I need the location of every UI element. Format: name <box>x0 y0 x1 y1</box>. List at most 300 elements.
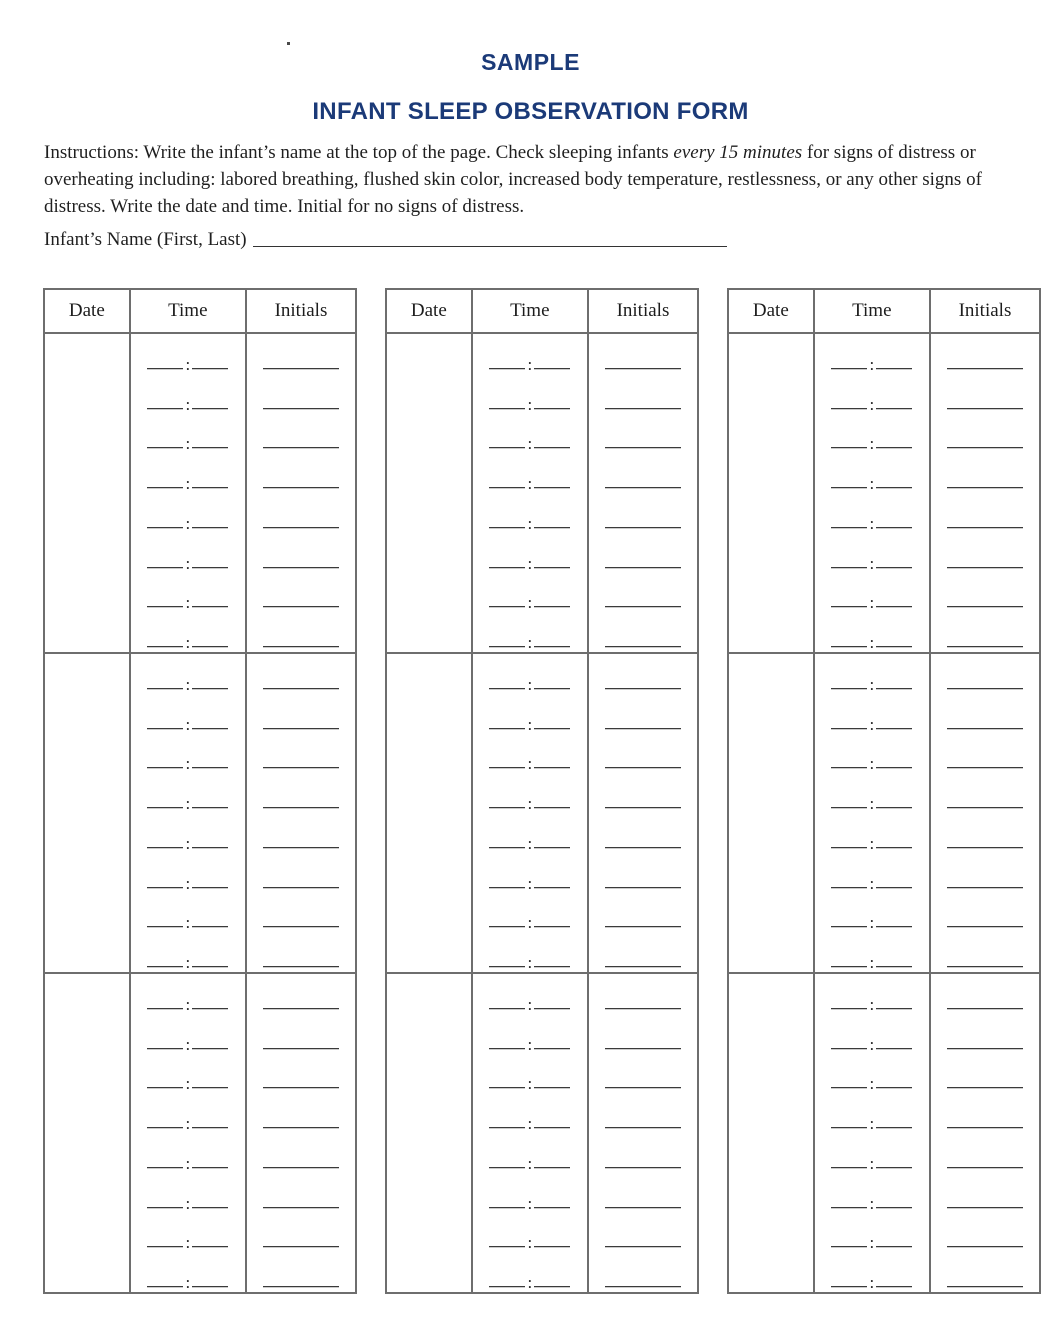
table-header-row <box>387 290 697 334</box>
initials-column-cell <box>587 334 697 652</box>
time-colon-separator: : <box>869 674 875 694</box>
initials-entry-row <box>247 773 355 813</box>
column-header-date: Date <box>410 300 447 321</box>
time-colon-separator: : <box>527 1233 533 1253</box>
time-column-cell <box>813 974 929 1292</box>
date-write-in-cell <box>45 654 129 972</box>
initials-blank-line <box>263 567 339 568</box>
time-colon-separator: : <box>527 1193 533 1213</box>
time-minute-blank-line <box>876 887 912 888</box>
time-hour-blank-line <box>831 807 867 808</box>
time-hour-blank-line <box>489 1048 525 1049</box>
time-minute-blank-line <box>876 847 912 848</box>
initials-entry-row <box>931 1213 1039 1253</box>
time-colon-separator: : <box>869 394 875 414</box>
initials-blank-line <box>947 1207 1023 1208</box>
time-colon-separator: : <box>527 513 533 533</box>
time-entry-row <box>131 1054 245 1094</box>
initials-column-cell <box>587 974 697 1292</box>
time-colon-separator: : <box>185 633 191 652</box>
time-entry-row <box>131 734 245 774</box>
time-hour-blank-line <box>147 646 183 647</box>
table-header-row <box>45 290 355 334</box>
time-minute-blank-line <box>876 1127 912 1128</box>
date-write-in-cell <box>729 334 813 652</box>
time-colon-separator: : <box>185 1034 191 1054</box>
time-entry-row <box>815 654 929 694</box>
initials-entry-row <box>931 932 1039 972</box>
time-entry-row <box>131 1093 245 1133</box>
time-colon-separator: : <box>869 994 875 1014</box>
time-minute-blank-line <box>192 728 228 729</box>
time-colon-separator: : <box>185 1233 191 1253</box>
initials-blank-line <box>263 807 339 808</box>
observation-tables-row <box>43 288 1061 1294</box>
time-minute-blank-line <box>534 447 570 448</box>
initials-blank-line <box>605 447 681 448</box>
time-minute-blank-line <box>876 807 912 808</box>
instructions-emphasis: every 15 minutes <box>673 142 803 163</box>
initials-column-cell <box>245 334 355 652</box>
time-colon-separator: : <box>869 553 875 573</box>
time-hour-blank-line <box>147 1207 183 1208</box>
column-header-initials: Initials <box>245 290 355 332</box>
initials-blank-line <box>263 887 339 888</box>
time-hour-blank-line <box>489 646 525 647</box>
time-colon-separator: : <box>527 593 533 613</box>
time-hour-blank-line <box>147 1167 183 1168</box>
date-section-3 <box>45 972 355 1292</box>
time-hour-blank-line <box>489 1127 525 1128</box>
time-minute-blank-line <box>192 1127 228 1128</box>
time-minute-blank-line <box>192 807 228 808</box>
time-minute-blank-line <box>534 487 570 488</box>
time-hour-blank-line <box>147 1087 183 1088</box>
time-hour-blank-line <box>147 926 183 927</box>
initials-entry-row <box>931 1093 1039 1133</box>
time-hour-blank-line <box>147 527 183 528</box>
initials-blank-line <box>947 368 1023 369</box>
initials-blank-line <box>263 368 339 369</box>
initials-column-cell <box>245 974 355 1292</box>
column-header-initials: Initials <box>587 290 697 332</box>
time-hour-blank-line <box>831 887 867 888</box>
time-minute-blank-line <box>876 1286 912 1287</box>
time-colon-separator: : <box>185 553 191 573</box>
time-hour-blank-line <box>831 688 867 689</box>
initials-blank-line <box>947 887 1023 888</box>
time-colon-separator: : <box>869 513 875 533</box>
initials-entry-row <box>247 974 355 1014</box>
time-minute-blank-line <box>534 807 570 808</box>
time-minute-blank-line <box>876 728 912 729</box>
time-colon-separator: : <box>185 913 191 933</box>
time-colon-separator: : <box>527 1074 533 1094</box>
time-entry-row <box>815 932 929 972</box>
initials-blank-line <box>263 688 339 689</box>
time-entry-row <box>815 853 929 893</box>
time-hour-blank-line <box>831 408 867 409</box>
time-hour-blank-line <box>489 767 525 768</box>
time-minute-blank-line <box>876 767 912 768</box>
time-minute-blank-line <box>534 1286 570 1287</box>
time-minute-blank-line <box>876 646 912 647</box>
initials-blank-line <box>947 807 1023 808</box>
time-hour-blank-line <box>489 728 525 729</box>
time-hour-blank-line <box>831 767 867 768</box>
time-minute-blank-line <box>876 1087 912 1088</box>
time-minute-blank-line <box>192 487 228 488</box>
time-colon-separator: : <box>527 553 533 573</box>
time-hour-blank-line <box>147 567 183 568</box>
initials-entry-row <box>247 654 355 694</box>
time-minute-blank-line <box>192 688 228 689</box>
initials-blank-line <box>263 408 339 409</box>
initials-blank-line <box>947 1087 1023 1088</box>
time-minute-blank-line <box>534 728 570 729</box>
initials-blank-line <box>947 767 1023 768</box>
time-hour-blank-line <box>831 527 867 528</box>
initials-entry-row <box>931 573 1039 613</box>
time-colon-separator: : <box>185 513 191 533</box>
time-entry-row <box>815 1173 929 1213</box>
initials-entry-row <box>931 654 1039 694</box>
time-entry-row <box>131 1213 245 1253</box>
date-write-in-cell <box>45 974 129 1292</box>
time-entry-row <box>131 493 245 533</box>
date-section-2 <box>729 652 1039 972</box>
time-colon-separator: : <box>185 593 191 613</box>
initials-entry-row <box>589 414 697 454</box>
initials-blank-line <box>605 527 681 528</box>
time-entry-row <box>815 453 929 493</box>
time-entry-row <box>473 1173 587 1213</box>
time-hour-blank-line <box>489 807 525 808</box>
time-minute-blank-line <box>192 926 228 927</box>
initials-entry-row <box>247 573 355 613</box>
time-minute-blank-line <box>534 1127 570 1128</box>
time-entry-row <box>473 1054 587 1094</box>
initials-entry-row <box>247 334 355 374</box>
time-colon-separator: : <box>527 714 533 734</box>
time-colon-separator: : <box>185 873 191 893</box>
time-entry-row <box>131 932 245 972</box>
time-hour-blank-line <box>147 368 183 369</box>
time-colon-separator: : <box>527 953 533 972</box>
time-colon-separator: : <box>185 434 191 454</box>
time-entry-row <box>815 694 929 734</box>
time-minute-blank-line <box>534 368 570 369</box>
time-colon-separator: : <box>185 1153 191 1173</box>
time-minute-blank-line <box>534 1087 570 1088</box>
time-colon-separator: : <box>527 354 533 374</box>
time-minute-blank-line <box>534 847 570 848</box>
initials-entry-row <box>931 533 1039 573</box>
initials-entry-row <box>931 1014 1039 1054</box>
initials-blank-line <box>263 966 339 967</box>
time-colon-separator: : <box>527 674 533 694</box>
time-entry-row <box>815 612 929 652</box>
initials-blank-line <box>947 567 1023 568</box>
time-colon-separator: : <box>869 1114 875 1133</box>
initials-entry-row <box>589 1093 697 1133</box>
initials-entry-row <box>931 893 1039 933</box>
time-minute-blank-line <box>876 606 912 607</box>
time-entry-row <box>815 493 929 533</box>
time-hour-blank-line <box>831 847 867 848</box>
time-colon-separator: : <box>527 913 533 933</box>
time-minute-blank-line <box>876 567 912 568</box>
time-entry-row <box>473 453 587 493</box>
time-column-cell <box>471 974 587 1292</box>
initials-blank-line <box>263 606 339 607</box>
initials-entry-row <box>589 1252 697 1292</box>
initials-blank-line <box>605 1167 681 1168</box>
time-minute-blank-line <box>192 368 228 369</box>
observation-table-1 <box>43 288 357 1294</box>
time-minute-blank-line <box>192 527 228 528</box>
time-hour-blank-line <box>489 527 525 528</box>
initials-entry-row <box>589 893 697 933</box>
initials-blank-line <box>605 1127 681 1128</box>
time-entry-row <box>473 1093 587 1133</box>
initials-entry-row <box>247 1213 355 1253</box>
initials-entry-row <box>247 893 355 933</box>
time-colon-separator: : <box>869 593 875 613</box>
time-hour-blank-line <box>831 646 867 647</box>
initials-entry-row <box>589 612 697 652</box>
initials-entry-row <box>247 813 355 853</box>
initials-blank-line <box>947 408 1023 409</box>
time-column-cell <box>129 334 245 652</box>
infant-name-label: Infant’s Name (First, Last) <box>44 229 247 250</box>
initials-blank-line <box>605 926 681 927</box>
observation-table-3 <box>727 288 1041 1294</box>
time-minute-blank-line <box>192 767 228 768</box>
initials-entry-row <box>589 493 697 533</box>
initials-entry-row <box>589 533 697 573</box>
table-header-row <box>729 290 1039 334</box>
initials-blank-line <box>263 1087 339 1088</box>
time-colon-separator: : <box>185 754 191 774</box>
time-hour-blank-line <box>147 887 183 888</box>
time-colon-separator: : <box>869 833 875 853</box>
time-hour-blank-line <box>489 567 525 568</box>
time-hour-blank-line <box>489 966 525 967</box>
time-hour-blank-line <box>489 1246 525 1247</box>
initials-blank-line <box>947 1246 1023 1247</box>
time-colon-separator: : <box>527 833 533 853</box>
time-entry-row <box>131 974 245 1014</box>
column-header-date: Date <box>68 300 105 321</box>
initials-blank-line <box>263 527 339 528</box>
initials-blank-line <box>947 926 1023 927</box>
time-minute-blank-line <box>534 1246 570 1247</box>
time-minute-blank-line <box>534 527 570 528</box>
initials-entry-row <box>589 932 697 972</box>
time-colon-separator: : <box>185 1074 191 1094</box>
time-entry-row <box>815 573 929 613</box>
time-minute-blank-line <box>534 767 570 768</box>
initials-blank-line <box>947 1127 1023 1128</box>
time-entry-row <box>473 654 587 694</box>
initials-entry-row <box>931 694 1039 734</box>
initials-blank-line <box>263 1286 339 1287</box>
time-entry-row <box>815 773 929 813</box>
time-entry-row <box>473 414 587 454</box>
initials-entry-row <box>589 1173 697 1213</box>
time-colon-separator: : <box>185 394 191 414</box>
initials-entry-row <box>247 493 355 533</box>
time-colon-separator: : <box>869 714 875 734</box>
time-entry-row <box>131 414 245 454</box>
time-colon-separator: : <box>869 633 875 652</box>
time-entry-row <box>473 1252 587 1292</box>
initials-blank-line <box>605 887 681 888</box>
initials-entry-row <box>589 974 697 1014</box>
time-minute-blank-line <box>534 887 570 888</box>
time-colon-separator: : <box>527 434 533 454</box>
time-minute-blank-line <box>876 1207 912 1208</box>
time-colon-separator: : <box>869 1193 875 1213</box>
initials-entry-row <box>931 1252 1039 1292</box>
date-section-2 <box>387 652 697 972</box>
time-entry-row <box>473 334 587 374</box>
time-hour-blank-line <box>489 1286 525 1287</box>
time-colon-separator: : <box>869 1233 875 1253</box>
initials-blank-line <box>947 728 1023 729</box>
date-write-in-cell <box>387 334 471 652</box>
time-colon-separator: : <box>869 794 875 813</box>
initials-blank-line <box>605 646 681 647</box>
initials-blank-line <box>605 567 681 568</box>
time-minute-blank-line <box>534 688 570 689</box>
column-header-time: Time <box>471 290 587 332</box>
time-hour-blank-line <box>489 408 525 409</box>
time-colon-separator: : <box>527 1034 533 1054</box>
time-hour-blank-line <box>831 728 867 729</box>
initials-blank-line <box>605 1286 681 1287</box>
column-header-date: Date <box>752 300 789 321</box>
initials-blank-line <box>947 606 1023 607</box>
initials-entry-row <box>931 853 1039 893</box>
initials-entry-row <box>931 414 1039 454</box>
time-entry-row <box>815 734 929 774</box>
initials-entry-row <box>589 1014 697 1054</box>
time-hour-blank-line <box>147 1008 183 1009</box>
time-hour-blank-line <box>831 487 867 488</box>
time-minute-blank-line <box>192 408 228 409</box>
time-colon-separator: : <box>527 1153 533 1173</box>
time-entry-row <box>473 612 587 652</box>
time-hour-blank-line <box>147 447 183 448</box>
date-section-2 <box>45 652 355 972</box>
initials-entry-row <box>589 813 697 853</box>
time-minute-blank-line <box>192 966 228 967</box>
time-colon-separator: : <box>869 354 875 374</box>
initials-blank-line <box>605 1008 681 1009</box>
initials-entry-row <box>931 493 1039 533</box>
initials-entry-row <box>589 654 697 694</box>
time-colon-separator: : <box>185 794 191 813</box>
initials-blank-line <box>605 487 681 488</box>
time-minute-blank-line <box>876 527 912 528</box>
time-minute-blank-line <box>534 567 570 568</box>
initials-entry-row <box>589 374 697 414</box>
initials-blank-line <box>605 966 681 967</box>
time-colon-separator: : <box>185 833 191 853</box>
time-hour-blank-line <box>831 1087 867 1088</box>
time-entry-row <box>131 1014 245 1054</box>
time-minute-blank-line <box>192 447 228 448</box>
time-entry-row <box>131 374 245 414</box>
initials-entry-row <box>931 612 1039 652</box>
time-minute-blank-line <box>876 1048 912 1049</box>
time-column-cell <box>471 334 587 652</box>
initials-entry-row <box>247 414 355 454</box>
initials-entry-row <box>247 694 355 734</box>
time-hour-blank-line <box>147 1286 183 1287</box>
initials-blank-line <box>263 1167 339 1168</box>
time-colon-separator: : <box>527 994 533 1014</box>
time-hour-blank-line <box>147 1048 183 1049</box>
time-minute-blank-line <box>876 368 912 369</box>
time-minute-blank-line <box>192 1167 228 1168</box>
initials-entry-row <box>931 1173 1039 1213</box>
time-colon-separator: : <box>869 1273 875 1292</box>
time-hour-blank-line <box>831 1127 867 1128</box>
initials-entry-row <box>589 853 697 893</box>
time-minute-blank-line <box>876 688 912 689</box>
initials-entry-row <box>931 773 1039 813</box>
initials-column-cell <box>587 654 697 972</box>
time-entry-row <box>131 573 245 613</box>
time-minute-blank-line <box>192 1286 228 1287</box>
sample-watermark-label: SAMPLE <box>481 49 580 75</box>
time-column-cell <box>471 654 587 972</box>
initials-entry-row <box>931 1133 1039 1173</box>
time-entry-row <box>473 493 587 533</box>
infant-name-blank-line <box>253 246 727 247</box>
initials-column-cell <box>929 334 1039 652</box>
time-hour-blank-line <box>831 926 867 927</box>
initials-blank-line <box>947 487 1023 488</box>
initials-blank-line <box>605 728 681 729</box>
initials-blank-line <box>947 646 1023 647</box>
time-entry-row <box>473 573 587 613</box>
initials-blank-line <box>263 1008 339 1009</box>
time-entry-row <box>473 1133 587 1173</box>
time-minute-blank-line <box>534 408 570 409</box>
initials-entry-row <box>589 1133 697 1173</box>
time-entry-row <box>815 1014 929 1054</box>
time-entry-row <box>131 1173 245 1213</box>
column-header-time: Time <box>813 290 929 332</box>
initials-entry-row <box>931 813 1039 853</box>
initials-entry-row <box>247 734 355 774</box>
time-entry-row <box>815 974 929 1014</box>
initials-blank-line <box>947 1286 1023 1287</box>
time-hour-blank-line <box>489 447 525 448</box>
time-hour-blank-line <box>147 847 183 848</box>
date-write-in-cell <box>387 654 471 972</box>
time-entry-row <box>473 853 587 893</box>
time-minute-blank-line <box>534 1207 570 1208</box>
time-colon-separator: : <box>869 434 875 454</box>
time-entry-row <box>473 734 587 774</box>
time-colon-separator: : <box>185 1273 191 1292</box>
time-minute-blank-line <box>876 1246 912 1247</box>
